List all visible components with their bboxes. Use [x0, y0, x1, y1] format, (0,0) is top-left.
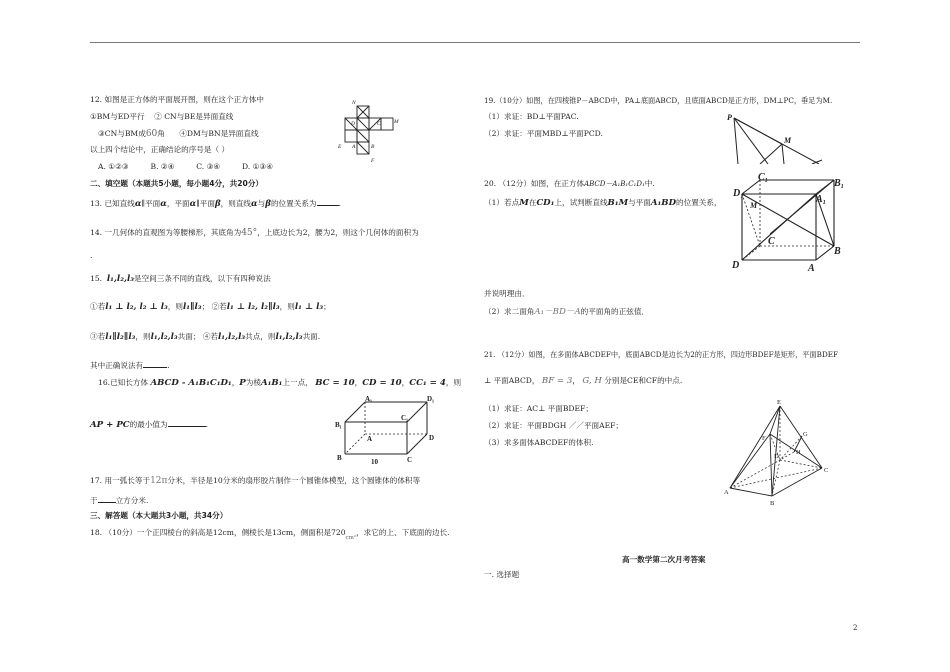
q21-d: 分别是CE和CF的中点. — [604, 376, 683, 385]
poly-label-d: D — [774, 453, 779, 460]
q13-e: ，则直线 — [220, 199, 252, 208]
q18-a: 18. （10分）一个正四棱台的斜高是12cm，侧棱长是13cm，侧面积是720 — [90, 528, 346, 537]
pyramid-figure — [724, 110, 834, 164]
cuboid-figure — [335, 394, 445, 466]
q20-p1e: 上，试判断直线 — [554, 198, 608, 207]
q18-text — [90, 528, 450, 543]
net-label-m: M — [394, 119, 399, 125]
q15-s1d: l₁∥l₃ — [182, 302, 202, 312]
net-label-c: C — [377, 121, 381, 127]
q13-par-2: ∥ — [196, 199, 200, 208]
q16-a: 16.已知长方体 — [98, 378, 149, 387]
q17-line1 — [90, 476, 420, 486]
cuboid-label-c: C — [407, 456, 413, 464]
cuboid-label-b1: B₁ — [335, 421, 342, 429]
poly-label-e: E — [777, 399, 781, 406]
q16-cc: CC₁ = 4 — [409, 378, 446, 388]
q12-line1 — [90, 112, 233, 122]
pyramid-label-p: P — [727, 113, 732, 122]
q13-c: ，平面 — [166, 199, 190, 208]
q21-part1: （1）求证：AC⊥ 平面BDEF； — [484, 404, 593, 413]
q14-end: . — [90, 251, 93, 260]
q12-opt3b: 角 — [157, 129, 165, 138]
q15-s2b: l₁ ⊥ l₂, l₂∥l₃ — [226, 302, 280, 312]
answers-section: 一. 选择题 — [484, 570, 520, 579]
q12-stem: 12. 如图是正方体的平面展开图，则在这个正方体中 — [90, 95, 264, 104]
q17-line2 — [90, 494, 148, 506]
q20-p1a: （1）若点 — [484, 198, 520, 207]
q15-blank — [143, 359, 167, 368]
poly-label-h: H — [796, 449, 801, 456]
cuboid-label-d1: D₁ — [427, 395, 435, 403]
q15-s1s2: ①若l₁ ⊥ l₂, l₂ ⊥ l₃，则l₁∥l₃； ②若l₁ ⊥ l₂, l₂∥l₃，则l₁ ⊥ l₃； — [90, 302, 331, 312]
q20-p1c: 在 — [528, 198, 537, 207]
q13-blank — [317, 197, 339, 206]
pyramid-label-m: M — [784, 136, 792, 145]
q16-f: 的最小值为 — [129, 420, 168, 429]
cube-label-c: C — [768, 236, 775, 247]
q21-b: ⊥ 平面ABCD， — [484, 376, 540, 385]
cube-label-c1: C₁ — [758, 172, 769, 183]
q15-s2d: l₁ ⊥ l₃ — [294, 302, 324, 312]
q15-s1a: ①若 — [90, 302, 106, 311]
q13-a: 13. 已知直线 — [90, 199, 135, 208]
cube-label-m: M — [750, 201, 758, 210]
q17-d: 立方分米. — [115, 496, 149, 505]
q15-s2a: ； ②若 — [201, 302, 227, 311]
q15-s4d: l₁,l₂,l₃ — [275, 332, 303, 342]
q16-c: 为棱 — [245, 378, 261, 387]
q15-s4c: 共点，则 — [245, 332, 276, 341]
section-2-heading: 二、填空题（本题共5小题，每小题4分，共20分） — [90, 179, 264, 188]
q13-g: 的位置关系为 — [270, 199, 317, 208]
q15-a: 是空间三条不同的直线，以下有四种说法 — [133, 274, 271, 283]
q12-choices — [98, 162, 273, 172]
net-label-n: N — [352, 100, 356, 106]
q15-end-text: 其中正确说法有 — [90, 361, 144, 370]
poly-label-c: C — [824, 467, 829, 474]
q20-p1h: A₁BD — [650, 198, 677, 208]
q12-choice-c: C. ③④ — [196, 162, 221, 171]
q15-s3b: l₁∥l₂∥l₃ — [105, 332, 136, 342]
q18-b: ，求它的上、下底面的边长. — [356, 528, 450, 537]
polyhedron-figure — [724, 396, 839, 508]
poly-label-b: B — [770, 500, 775, 507]
q13-alpha-2: α — [160, 199, 167, 209]
section-3-heading: 三、解答题（本大题共3小题，共34分） — [90, 511, 228, 520]
cuboid-label-10: 10 — [371, 458, 378, 466]
q13-d: 平面 — [199, 199, 215, 208]
net-label-a: A — [352, 144, 356, 150]
cube-label-b: B — [834, 246, 841, 257]
q16-b: ， — [231, 378, 240, 387]
q21-bf: BF = 3 — [541, 376, 573, 386]
q15-s3c: ，则 — [135, 332, 151, 341]
cube-figure — [730, 168, 850, 276]
poly-label-g: G — [803, 431, 808, 438]
q12-angle: 60 — [145, 129, 158, 139]
q12-line2 — [98, 129, 259, 139]
q13-alpha-4: α — [251, 199, 258, 209]
q20-p2a: （2）求二面角 — [484, 307, 535, 316]
q20-cube: ABCD－A₁B₁C₁D₁ — [584, 180, 645, 188]
q13-beta: β — [214, 199, 221, 209]
cube-net-figure — [330, 98, 410, 168]
q20-a: 20. （12分）如图，在正方体 — [484, 179, 585, 188]
q13-b: 平面 — [145, 199, 161, 208]
cuboid-label-d: D — [429, 434, 435, 442]
q12-opt3a: ③CN与BM成 — [98, 129, 146, 138]
q14-angle: 45° — [241, 228, 258, 238]
q16-expr: AP + PC — [90, 420, 130, 430]
q20-part2 — [484, 307, 649, 317]
q21-c: ， — [572, 376, 580, 385]
q13-text: 13. 已知直线α∥平面α，平面α∥平面β，则直线α与β的位置关系为 . — [90, 199, 341, 209]
poly-label-a: A — [724, 489, 729, 496]
net-label-e: E — [338, 144, 342, 150]
q16-bc: BC = 10 — [315, 378, 355, 388]
q13-par: ∥ — [141, 199, 146, 208]
q15-s3a: ③若 — [90, 332, 106, 341]
cuboid-label-a1: A₁ — [365, 395, 373, 403]
q12-conclusion: 以上四个结论中，正确结论的序号是（ ） — [90, 145, 230, 154]
q20-p1g: 与平面 — [628, 198, 651, 207]
q15-s3s4 — [90, 332, 320, 342]
q20-part1 — [484, 198, 722, 208]
q15-s3e: 共面； ④若 — [177, 332, 219, 341]
q15-s1c: ，则 — [167, 302, 183, 311]
header-rule — [90, 42, 860, 43]
q14-b: ，上底边长为2，腰为2，则这个几何体的面积为 — [257, 228, 419, 237]
q12-choice-b: B. ②④ — [150, 162, 175, 171]
q18-unit: cm² — [345, 535, 357, 541]
q17-b: 分米，半径是10分米的扇形胶片制作一个圆锥体模型，这个圆锥体的体积等 — [167, 476, 421, 485]
net-label-b: B — [371, 144, 375, 150]
q15-stem: 15. l₁,l₂,l₃是空间三条不同的直线，以下有四种说法 — [90, 274, 271, 284]
q20-b: 中. — [644, 179, 655, 188]
q14-a: 14. 一几何体的直观图为等腰梯形，其底角为 — [90, 228, 242, 237]
q15-s2c: ，则 — [279, 302, 295, 311]
poly-label-f: F — [762, 435, 766, 442]
q20-p2c: 的平面角的正弦值． — [580, 307, 650, 316]
cube-label-b1: B₁ — [834, 178, 845, 189]
q21-part2: （2）求证：平面BDGH ／／平面AEF； — [484, 421, 624, 430]
cuboid-label-a: A — [367, 435, 373, 443]
q12-opt1: ①BM与ED平行 — [90, 112, 145, 121]
cuboid-label-c1: C₁ — [401, 414, 409, 422]
q14-text — [90, 228, 419, 238]
cube-label-a: A — [808, 263, 815, 274]
q16-p: P — [239, 378, 246, 388]
q13-f: 与 — [257, 199, 266, 208]
q20-p1b: M — [519, 198, 529, 208]
q20-p1d: CD₁ — [536, 198, 555, 208]
q15-s3d: l₁,l₂,l₃ — [150, 332, 178, 342]
net-label-d: D — [351, 121, 355, 127]
page-number: 2 — [853, 624, 858, 632]
answers-title: 高一数学第二次月考答案 — [622, 555, 706, 564]
q20-reason: 并说明理由． — [484, 289, 530, 298]
cube-label-d1: D₁ — [733, 188, 744, 199]
q16-box: ABCD - A₁B₁C₁D₁ — [150, 378, 232, 388]
q13-beta-2: β — [265, 199, 271, 209]
q15-s4e: 共面. — [302, 332, 321, 341]
q16-d: 上一点， — [282, 378, 313, 387]
q12-choice-a: A. ①②③ — [98, 162, 129, 171]
cuboid-label-b: B — [337, 454, 342, 462]
q13-alpha: α — [134, 199, 142, 209]
q12-opt4: ④DM与BN是异面直线 — [179, 129, 259, 138]
q15-s1b: l₁ ⊥ l₂, l₂ ⊥ l₃ — [105, 302, 168, 312]
q20-stem — [484, 179, 655, 189]
q20-p1f: B₁M — [607, 198, 629, 208]
q13-alpha-3: α — [189, 199, 197, 209]
q16-blank — [168, 418, 206, 427]
q16-ask: AP + PC的最小值为 . — [90, 420, 209, 430]
q12-opt2: ② CN与BE是异面直线 — [154, 112, 234, 121]
q15-s4b: l₁,l₂,l₃ — [218, 332, 246, 342]
q15-end: 其中正确说法有 . — [90, 361, 170, 370]
q19-stem: 19.（10分）如图，在四棱锥P－ABCD中，PA⊥底面ABCD，且底面ABCD是正方形，DM⊥PC，垂足为M. — [484, 96, 833, 105]
q21-line2 — [484, 376, 682, 386]
q16-cd: CD = 10 — [362, 378, 402, 388]
q19-part1: （1）求证：BD⊥平面PAC. — [484, 112, 579, 121]
q16-edge: A₁B₁ — [260, 378, 283, 388]
q15-lines: l₁,l₂,l₃ — [106, 274, 134, 284]
cube-label-d: D — [732, 260, 740, 271]
q17-c: 于 — [90, 496, 98, 505]
q16-e: ，则 — [445, 378, 462, 387]
q17-a: 17. 用一弧长等于 — [90, 476, 151, 485]
q21-stem: 21. （12分）如图，在多面体ABCDEF中，底面ABCD是边长为2的正方形，四边形BDEF是矩形，平面BDEF — [484, 350, 838, 359]
q16-stem: 16.已知长方体 ABCD - A₁B₁C₁D₁，P为棱A₁B₁上一点， BC = 10，CD = 10，CC₁ = 4，则 — [98, 378, 462, 388]
q12-choice-d: D. ①③④ — [241, 162, 274, 171]
q20-p2b: A₁－BD－A — [534, 307, 581, 317]
cube-label-a1: A₁ — [816, 194, 827, 205]
q21-part3: （3）求多面体ABCDEF的体积. — [484, 438, 594, 447]
q19-part2: （2）求证：平面MBD⊥平面PCD. — [484, 129, 603, 138]
q17-arc: 12π — [150, 476, 168, 486]
q20-p1i: 的位置关系， — [676, 198, 722, 207]
net-label-f: F — [371, 158, 375, 164]
q17-blank — [98, 494, 116, 503]
q21-gh: G, H — [582, 376, 602, 386]
